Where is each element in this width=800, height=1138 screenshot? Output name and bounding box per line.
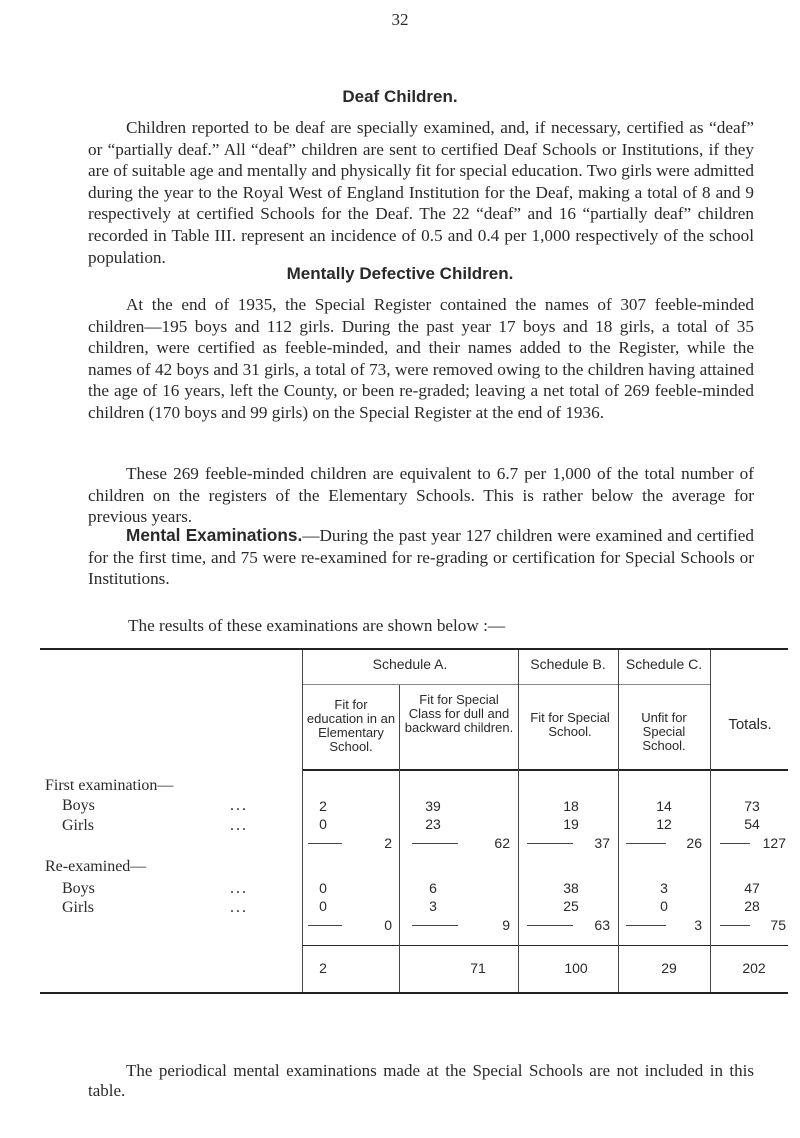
table-footnote: The periodical mental examinations made at the Special Schools are not included in this table. (88, 1061, 754, 1100)
label-first-boys (62, 797, 95, 815)
cell-total-b: 100 (564, 960, 588, 976)
cell-re-boys-a1: 0 (319, 880, 327, 896)
cell-first-sub-a1: 2 (384, 835, 392, 851)
label-first-boys-dots: ... (230, 797, 248, 814)
cell-first-girls-b: 19 (563, 816, 579, 832)
cell-total-a2: 71 (470, 960, 486, 976)
cell-first-boys-b: 18 (563, 798, 579, 814)
cell-re-girls-c: 0 (660, 898, 668, 914)
header-totals: Totals. (728, 716, 772, 733)
page-number: 32 (391, 10, 409, 29)
mental-examinations-lead: Mental Examinations. (126, 525, 303, 545)
schedule-b-label: Schedule B. (530, 656, 606, 672)
deaf-children-paragraph: Children reported to be deaf are specially examined, and, if necessary, certified as “deaf” or “partially deaf.” All “deaf” children are sent to certified Deaf Schools or Institutions, if they are of suitable age and mentally and physically fit for special education. Two girls were admitted during the year to the Royal West of England Institution for the Deaf, making a total of 8 and 9 respectively at certified Schools for the Deaf. The 22 “deaf” and 16 “partially deaf” children recorded in Table III. represent an incidence of 0.5 and 0.4 per 1,000 respectively of the school population. (88, 118, 754, 267)
label-re-examined: Re-examined— (45, 858, 147, 875)
label-re-boys (62, 880, 95, 898)
mentally-defective-paragraph-2: These 269 feeble-minded children are equivalent to 6.7 per 1,000 of the total number of children on the registers of the Elementary Schools. This is rather below the average for previous years. (88, 464, 754, 527)
schedule-c-label: Schedule C. (625, 656, 703, 672)
deaf-children-heading: Deaf Children. (342, 87, 458, 106)
cell-first-girls-total: 54 (744, 816, 760, 832)
cell-first-sub-c: 26 (686, 835, 702, 851)
label-re-boys-dots: ... (230, 880, 248, 897)
schedule-a-label: Schedule A. (372, 656, 448, 672)
label-first-examination: First examination— (45, 777, 174, 794)
cell-first-girls-a1: 0 (319, 816, 327, 832)
col-line-5 (710, 650, 711, 992)
mentally-defective-heading: Mentally Defective Children. (286, 264, 514, 283)
label-re-girls-text: Girls (62, 899, 94, 916)
col-line-4 (618, 650, 619, 992)
cell-re-boys-b: 38 (563, 880, 579, 896)
cell-first-sub-b: 37 (594, 835, 610, 851)
cell-first-girls-a2: 23 (425, 816, 441, 832)
mentally-defective-paragraph-1: At the end of 1935, the Special Register contained the names of 307 feeble-minded children—195 boys and 112 girls. During the past year 17 boys and 18 girls, a total of 35 children, were certified as feeble-minded, and their names added to the Register, while the names of 42 boys and 31 girls, a total of 73, were removed owing to the children having attained the age of 16 years, left the County, or been re-graded; leaving a net total of 269 feeble-minded children (170 boys and 99 girls) on the Special Register at the end of 1936. (88, 295, 754, 422)
label-re-girls-dots: ... (230, 899, 248, 916)
cell-total-grand: 202 (742, 960, 766, 976)
label-re-boys-text: Boys (62, 880, 95, 897)
cell-re-sub-a1: 0 (384, 917, 392, 933)
cell-re-boys-total: 47 (744, 880, 760, 896)
cell-first-boys-a1: 2 (319, 798, 327, 814)
subtotal-line-first-a1 (308, 843, 342, 844)
cell-total-a1: 2 (319, 960, 327, 976)
cell-re-girls-total: 28 (744, 898, 760, 914)
header-special-class: Fit for Special Class for dull and backward children. (404, 692, 514, 735)
group-rule (302, 684, 710, 685)
cell-re-sub-b: 63 (594, 917, 610, 933)
cell-re-sub-c: 3 (694, 917, 702, 933)
totals-top-rule (302, 945, 788, 946)
table-intro: The results of these examinations are shown below :— (128, 616, 506, 635)
mental-examinations-text: —During the past year 127 children were examined and certified for the first time, and 75 were re-examined for re-grading or certification for Special Schools or Institutions. (88, 526, 754, 589)
cell-re-girls-b: 25 (563, 898, 579, 914)
mental-examinations-paragraph (88, 525, 754, 590)
cell-re-sub-total: 75 (770, 917, 786, 933)
table-top-rule (40, 648, 788, 650)
cell-first-boys-total: 73 (744, 798, 760, 814)
label-first-boys-text: Boys (62, 797, 95, 814)
label-first-girls-dots: ... (230, 817, 248, 834)
cell-first-boys-c: 14 (656, 798, 672, 814)
cell-first-sub-total: 127 (762, 835, 786, 851)
label-re-girls (62, 899, 94, 917)
subtotal-line-first-a2 (412, 843, 458, 844)
cell-re-girls-a1: 0 (319, 898, 327, 914)
col-line-3 (518, 650, 519, 992)
header-elementary-school: Fit for education in an Elementary School. (306, 697, 396, 754)
col-line-2 (399, 685, 400, 992)
cell-total-c: 29 (661, 960, 677, 976)
cell-first-boys-a2: 39 (425, 798, 441, 814)
header-unfit: Unfit for Special School. (641, 710, 687, 753)
cell-re-boys-c: 3 (660, 880, 668, 896)
cell-first-girls-c: 12 (656, 816, 672, 832)
header-special-school: Fit for Special School. (530, 710, 610, 739)
label-first-girls (62, 817, 94, 835)
subtotal-line-re-a1 (308, 925, 342, 926)
label-first-girls-text: Girls (62, 817, 94, 834)
header-bottom-rule (302, 769, 788, 771)
cell-re-girls-a2: 3 (429, 898, 437, 914)
subtotal-line-re-a2 (412, 925, 458, 926)
examination-results-table (40, 648, 788, 1023)
cell-first-sub-a2: 62 (494, 835, 510, 851)
cell-re-boys-a2: 6 (429, 880, 437, 896)
cell-re-sub-a2: 9 (502, 917, 510, 933)
table-bottom-rule (40, 992, 788, 994)
